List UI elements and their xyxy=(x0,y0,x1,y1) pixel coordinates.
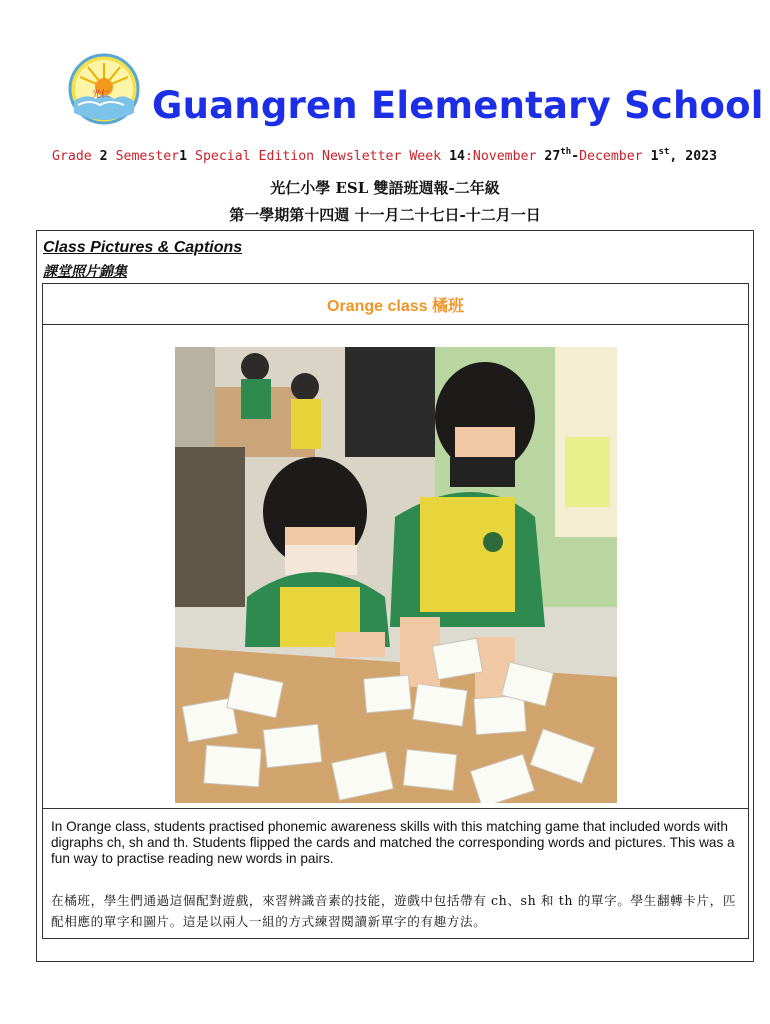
grade-label: Grade xyxy=(52,149,92,164)
section-title-chinese: 課堂照片錦集 xyxy=(43,264,127,280)
section-title: Class Pictures & Captions xyxy=(43,239,243,256)
grade-number: 2 xyxy=(99,149,108,164)
date-from-month: :November xyxy=(464,149,537,164)
date-to-ordinal: st xyxy=(658,147,670,157)
caption-english: In Orange class, students practised phonemic awareness skills with this matching game that included words with digraphs ch, sh and th. Students flipped the cards and matched the corresponding words and pictures. This was a fun way to practise reading new words in pairs. xyxy=(51,819,735,866)
semester-number: 1 xyxy=(179,149,188,164)
caption-chinese: 在橘班，學生們通過這個配對遊戲，來習辨識音素的技能，遊戲中包括帶有 ch、sh 和 th 的單字。學生翻轉卡片，匹配相應的單字和圖片。這是以兩人一組的方式練習閱讀新單字的有趣方法。 xyxy=(51,893,737,929)
date-from-ordinal: th xyxy=(560,147,572,157)
table-divider xyxy=(42,808,749,809)
edition-label: Special Edition Newsletter Week xyxy=(195,149,442,164)
subtitle-chinese: 第一學期第十四週 十一月二十七日-十二月一日 xyxy=(229,206,541,224)
year: , 2023 xyxy=(669,149,718,164)
date-dash: - xyxy=(571,149,580,164)
table-divider xyxy=(42,324,749,325)
class-photo xyxy=(175,347,617,803)
semester-label: Semester xyxy=(115,149,180,164)
title-chinese: 光仁小學 ESL 雙語班週報-二年級 xyxy=(270,179,500,197)
date-from-day: 27th xyxy=(544,147,572,164)
week-number: 14 xyxy=(449,149,465,164)
school-name: Guangren Elementary School xyxy=(152,84,764,127)
logo-text: 光仁 xyxy=(92,90,111,100)
class-name-heading: Orange class 橘班 xyxy=(327,298,464,315)
school-logo xyxy=(68,53,140,125)
date-to-month: December xyxy=(579,149,643,164)
date-to-day: 1st xyxy=(650,147,670,164)
newsletter-info-line xyxy=(52,149,717,164)
